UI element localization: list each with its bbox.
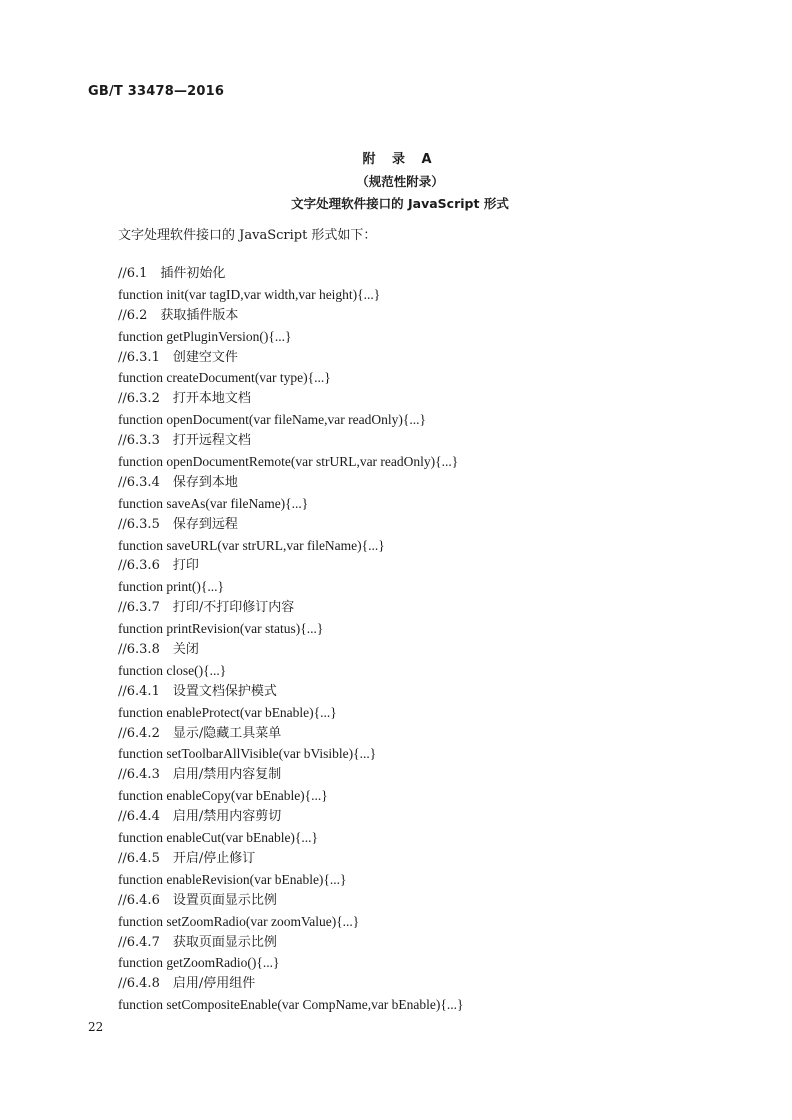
code-comment-line: //6.3.6 打印 xyxy=(118,558,199,574)
page-number: 22 xyxy=(88,1020,104,1034)
code-function-line: function saveAs(var fileName){...} xyxy=(118,495,309,511)
code-comment-line: //6.4.6 设置页面显示比例 xyxy=(118,892,277,908)
code-comment-line: //6.3.7 打印/不打印修订内容 xyxy=(118,600,295,616)
code-listing xyxy=(118,264,464,1016)
appendix-type: （规范性附录） xyxy=(356,174,444,189)
code-function-line: function close(){...} xyxy=(118,662,227,678)
code-comment-line: //6.1 插件初始化 xyxy=(118,266,226,281)
code-comment-line: //6.4.1 设置文档保护模式 xyxy=(118,683,277,699)
code-function-line: function enableCopy(var bEnable){...} xyxy=(118,788,328,804)
code-function-line: function createDocument(var type){...} xyxy=(118,370,331,386)
code-comment-line: //6.4.4 启用/禁用内容剪切 xyxy=(118,809,282,825)
code-function-line: function getPluginVersion(){...} xyxy=(118,328,292,344)
appendix-title-block xyxy=(0,149,792,215)
code-function-line: function enableCut(var bEnable){...} xyxy=(118,830,319,846)
code-function-line: function setZoomRadio(var zoomValue){...} xyxy=(118,913,360,929)
code-comment-line: //6.3.3 打开远程文档 xyxy=(118,433,251,449)
code-comment-line: //6.4.3 启用/禁用内容复制 xyxy=(118,767,282,783)
code-function-line: function init(var tagID,var width,var height){...} xyxy=(118,286,381,302)
code-function-line: function printRevision(var status){...} xyxy=(118,621,324,637)
intro-paragraph: 文字处理软件接口的 JavaScript 形式如下： xyxy=(118,228,377,243)
code-comment-line: //6.3.8 关闭 xyxy=(118,642,199,658)
code-comment-line: //6.4.7 获取页面显示比例 xyxy=(118,934,277,950)
code-function-line: function print(){...} xyxy=(118,579,224,595)
code-comment-line: //6.2 获取插件版本 xyxy=(118,307,239,323)
code-comment-line: //6.3.4 保存到本地 xyxy=(118,474,238,490)
code-function-line: function openDocument(var fileName,var readOnly){...} xyxy=(118,412,426,428)
code-function-line: function openDocumentRemote(var strURL,var readOnly){...} xyxy=(118,454,459,470)
code-comment-line: //6.3.1 创建空文件 xyxy=(118,349,238,365)
code-comment-line: //6.4.2 显示/隐藏工具菜单 xyxy=(118,725,282,741)
code-function-line: function setToolbarAllVisible(var bVisible){...} xyxy=(118,746,377,762)
code-comment-line: //6.4.5 开启/停止修订 xyxy=(118,850,256,866)
code-comment-line: //6.3.2 打开本地文档 xyxy=(118,391,251,407)
appendix-name: 文字处理软件接口的 JavaScript 形式 xyxy=(291,196,509,211)
code-function-line: function enableProtect(var bEnable){...} xyxy=(118,704,337,720)
appendix-label: 附 录 A xyxy=(362,152,438,167)
code-comment-line: //6.4.8 启用/停用组件 xyxy=(118,976,256,992)
code-function-line: function saveURL(var strURL,var fileName){...} xyxy=(118,537,385,553)
code-function-line: function setCompositeEnable(var CompName,var bEnable){...} xyxy=(118,997,464,1013)
code-function-line: function getZoomRadio(){...} xyxy=(118,955,280,971)
code-function-line: function enableRevision(var bEnable){...} xyxy=(118,871,347,887)
code-comment-line: //6.3.5 保存到远程 xyxy=(118,516,238,532)
standard-id-header: GB/T 33478—2016 xyxy=(88,84,225,99)
